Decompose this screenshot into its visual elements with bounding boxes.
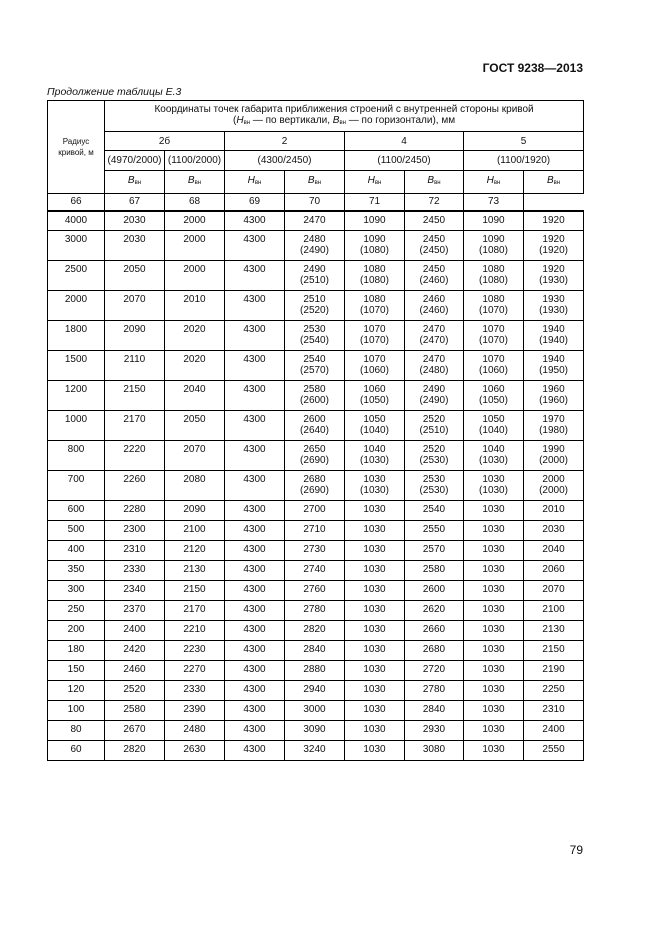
radius-cell: 600 xyxy=(48,501,105,521)
table-header xyxy=(48,101,584,211)
value-cell: 2070 xyxy=(165,441,225,471)
value-cell: 2050 xyxy=(165,411,225,441)
range-point-2: (4300/2450) xyxy=(225,151,345,171)
value-cell: 2210 xyxy=(165,621,225,641)
value-cell: 2030 xyxy=(105,211,165,231)
value-cell: 2000 (2000) xyxy=(524,471,584,501)
header-open-paren: ( xyxy=(232,114,237,126)
range-col-67: (1100/2000) xyxy=(165,151,225,171)
value-cell: 1930 (1930) xyxy=(524,291,584,321)
table-row xyxy=(48,561,584,581)
value-cell: 2260 xyxy=(105,471,165,501)
table-row xyxy=(48,541,584,561)
axis-symbol-col-68 xyxy=(225,171,285,194)
table-row xyxy=(48,721,584,741)
axis-letter: H xyxy=(367,175,375,186)
range-col-66: (4970/2000) xyxy=(105,151,165,171)
value-cell: 2470 xyxy=(285,211,345,231)
value-cell: 2310 xyxy=(524,701,584,721)
value-cell: 4300 xyxy=(225,231,285,261)
table-row xyxy=(48,581,584,601)
value-cell: 1050 (1040) xyxy=(345,411,405,441)
value-cell: 2520 (2530) xyxy=(405,441,464,471)
value-cell: 1920 xyxy=(524,211,584,231)
value-cell: 2390 xyxy=(165,701,225,721)
value-cell: 2110 xyxy=(105,351,165,381)
value-cell: 1030 xyxy=(464,621,524,641)
value-cell: 2270 xyxy=(165,661,225,681)
value-cell: 1940 (1950) xyxy=(524,351,584,381)
value-cell: 4300 xyxy=(225,441,285,471)
value-cell: 2510 (2520) xyxy=(285,291,345,321)
header-h-subscript: вн xyxy=(243,119,251,126)
value-cell: 4300 xyxy=(225,641,285,661)
axis-letter: B xyxy=(187,175,195,186)
radius-cell: 1800 xyxy=(48,321,105,351)
value-cell: 2520 (2510) xyxy=(405,411,464,441)
value-cell: 2730 xyxy=(285,541,345,561)
value-cell: 2930 xyxy=(405,721,464,741)
header-b-symbol: B xyxy=(332,114,340,126)
value-cell: 2400 xyxy=(105,621,165,641)
value-cell: 2470 (2480) xyxy=(405,351,464,381)
radius-cell: 300 xyxy=(48,581,105,601)
value-cell: 2000 xyxy=(165,261,225,291)
range-point-5: (1100/1920) xyxy=(464,151,584,171)
value-cell: 4300 xyxy=(225,601,285,621)
value-cell: 1030 xyxy=(464,601,524,621)
value-cell: 2600 xyxy=(405,581,464,601)
table-caption: Продолжение таблицы Е.3 xyxy=(47,86,182,98)
value-cell: 2880 xyxy=(285,661,345,681)
value-cell: 3080 xyxy=(405,741,464,761)
value-cell: 2370 xyxy=(105,601,165,621)
value-cell: 2050 xyxy=(105,261,165,291)
value-cell: 2820 xyxy=(285,621,345,641)
radius-cell: 120 xyxy=(48,681,105,701)
value-cell: 2010 xyxy=(524,501,584,521)
coordinates-header xyxy=(105,101,584,132)
radius-cell: 80 xyxy=(48,721,105,741)
standard-number: ГОСТ 9238—2013 xyxy=(482,61,583,75)
table-row xyxy=(48,291,584,321)
value-cell: 1030 xyxy=(345,561,405,581)
radius-cell: 1000 xyxy=(48,411,105,441)
header-b-subscript: вн xyxy=(339,119,346,126)
value-cell: 2580 xyxy=(105,701,165,721)
value-cell: 2940 xyxy=(285,681,345,701)
value-cell: 2550 xyxy=(405,521,464,541)
value-cell: 2020 xyxy=(165,351,225,381)
radius-cell: 200 xyxy=(48,621,105,641)
value-cell: 1030 xyxy=(464,741,524,761)
value-cell: 2030 xyxy=(524,521,584,541)
column-number: 68 xyxy=(165,194,225,211)
value-cell: 4300 xyxy=(225,501,285,521)
axis-letter: H xyxy=(486,175,494,186)
axis-subscript: вн xyxy=(553,180,561,186)
value-cell: 2250 xyxy=(524,681,584,701)
value-cell: 1920 (1930) xyxy=(524,261,584,291)
table-row xyxy=(48,231,584,261)
table-row xyxy=(48,441,584,471)
radius-cell: 800 xyxy=(48,441,105,471)
header-horizontal-text: — по горизонтали), мм xyxy=(345,114,456,126)
value-cell: 1030 xyxy=(345,681,405,701)
radius-cell: 350 xyxy=(48,561,105,581)
value-cell: 2220 xyxy=(105,441,165,471)
coordinates-table xyxy=(47,100,584,761)
value-cell: 4300 xyxy=(225,661,285,681)
value-cell: 3090 xyxy=(285,721,345,741)
value-cell: 2280 xyxy=(105,501,165,521)
axis-symbol-col-67 xyxy=(165,171,225,194)
value-cell: 4300 xyxy=(225,411,285,441)
table-row xyxy=(48,621,584,641)
column-number: 67 xyxy=(105,194,165,211)
value-cell: 2460 (2460) xyxy=(405,291,464,321)
radius-cell: 3000 xyxy=(48,231,105,261)
column-number: 73 xyxy=(464,194,524,211)
value-cell: 2540 xyxy=(405,501,464,521)
value-cell: 4300 xyxy=(225,621,285,641)
value-cell: 2470 (2470) xyxy=(405,321,464,351)
radius-cell: 150 xyxy=(48,661,105,681)
value-cell: 2230 xyxy=(165,641,225,661)
value-cell: 1030 xyxy=(345,581,405,601)
value-cell: 2340 xyxy=(105,581,165,601)
axis-letter: B xyxy=(546,175,554,186)
value-cell: 1030 xyxy=(345,661,405,681)
value-cell: 2040 xyxy=(524,541,584,561)
table-row xyxy=(48,521,584,541)
point-4: 4 xyxy=(345,132,464,151)
value-cell: 1990 (2000) xyxy=(524,441,584,471)
value-cell: 1030 xyxy=(464,681,524,701)
table-row xyxy=(48,351,584,381)
value-cell: 1030 (1030) xyxy=(464,471,524,501)
value-cell: 2010 xyxy=(165,291,225,321)
value-cell: 2780 xyxy=(285,601,345,621)
value-cell: 1060 (1050) xyxy=(345,381,405,411)
value-cell: 2170 xyxy=(105,411,165,441)
value-cell: 2630 xyxy=(165,741,225,761)
table-row xyxy=(48,601,584,621)
value-cell: 1070 (1070) xyxy=(345,321,405,351)
axis-symbol-col-66 xyxy=(105,171,165,194)
radius-cell: 400 xyxy=(48,541,105,561)
value-cell: 1030 xyxy=(464,521,524,541)
table-row xyxy=(48,211,584,231)
value-cell: 1030 xyxy=(345,741,405,761)
value-cell: 4300 xyxy=(225,261,285,291)
value-cell: 1080 (1080) xyxy=(464,261,524,291)
value-cell: 1030 xyxy=(464,701,524,721)
value-cell: 2090 xyxy=(105,321,165,351)
value-cell: 2150 xyxy=(524,641,584,661)
value-cell: 1030 xyxy=(345,701,405,721)
value-cell: 4300 xyxy=(225,381,285,411)
value-cell: 2420 xyxy=(105,641,165,661)
value-cell: 4300 xyxy=(225,471,285,501)
value-cell: 2070 xyxy=(524,581,584,601)
value-cell: 1030 xyxy=(464,561,524,581)
value-cell: 2760 xyxy=(285,581,345,601)
value-cell: 2020 xyxy=(165,321,225,351)
axis-letter: B xyxy=(127,175,135,186)
column-number: 70 xyxy=(285,194,345,211)
axis-subscript: вн xyxy=(374,180,382,186)
value-cell: 2300 xyxy=(105,521,165,541)
value-cell: 1070 (1070) xyxy=(464,321,524,351)
radius-cell: 180 xyxy=(48,641,105,661)
axis-symbol-col-70 xyxy=(345,171,405,194)
table-row xyxy=(48,501,584,521)
value-cell: 2000 xyxy=(165,211,225,231)
axis-symbol-col-69 xyxy=(285,171,345,194)
value-cell: 1030 xyxy=(345,501,405,521)
value-cell: 2520 xyxy=(105,681,165,701)
value-cell: 2490 (2490) xyxy=(405,381,464,411)
value-cell: 1030 xyxy=(464,581,524,601)
value-cell: 2570 xyxy=(405,541,464,561)
radius-cell: 100 xyxy=(48,701,105,721)
value-cell: 1920 (1920) xyxy=(524,231,584,261)
header-h-symbol: H xyxy=(236,114,244,126)
value-cell: 2400 xyxy=(524,721,584,741)
value-cell: 1090 xyxy=(345,211,405,231)
value-cell: 2120 xyxy=(165,541,225,561)
value-cell: 4300 xyxy=(225,701,285,721)
value-cell: 2540 (2570) xyxy=(285,351,345,381)
value-cell: 4300 xyxy=(225,581,285,601)
value-cell: 2840 xyxy=(405,701,464,721)
coordinates-header-line1: Координаты точек габарита приближения строений с внутренней стороны кривой xyxy=(154,103,534,115)
range-point-4: (1100/2450) xyxy=(345,151,464,171)
value-cell: 1940 (1940) xyxy=(524,321,584,351)
value-cell: 2040 xyxy=(165,381,225,411)
value-cell: 2710 xyxy=(285,521,345,541)
table-body xyxy=(48,211,584,761)
value-cell: 1030 xyxy=(464,661,524,681)
value-cell: 2600 (2640) xyxy=(285,411,345,441)
value-cell: 2740 xyxy=(285,561,345,581)
value-cell: 2490 (2510) xyxy=(285,261,345,291)
value-cell: 2650 (2690) xyxy=(285,441,345,471)
page-number: 79 xyxy=(569,843,583,857)
value-cell: 2150 xyxy=(105,381,165,411)
axis-subscript: вн xyxy=(254,180,262,186)
table-row xyxy=(48,411,584,441)
axis-letter: B xyxy=(307,175,315,186)
value-cell: 4300 xyxy=(225,211,285,231)
value-cell: 2530 (2530) xyxy=(405,471,464,501)
table-row xyxy=(48,741,584,761)
value-cell: 2820 xyxy=(105,741,165,761)
axis-subscript: вн xyxy=(434,180,441,186)
value-cell: 2150 xyxy=(165,581,225,601)
value-cell: 1030 xyxy=(345,541,405,561)
axis-subscript: вн xyxy=(194,180,202,186)
value-cell: 3240 xyxy=(285,741,345,761)
value-cell: 2670 xyxy=(105,721,165,741)
value-cell: 2580 (2600) xyxy=(285,381,345,411)
value-cell: 2310 xyxy=(105,541,165,561)
value-cell: 1970 (1980) xyxy=(524,411,584,441)
value-cell: 2080 xyxy=(165,471,225,501)
value-cell: 2100 xyxy=(165,521,225,541)
value-cell: 2620 xyxy=(405,601,464,621)
radius-cell: 700 xyxy=(48,471,105,501)
value-cell: 2530 (2540) xyxy=(285,321,345,351)
axis-symbol-col-73 xyxy=(524,171,584,194)
value-cell: 4300 xyxy=(225,541,285,561)
value-cell: 2700 xyxy=(285,501,345,521)
value-cell: 1070 (1060) xyxy=(345,351,405,381)
value-cell: 1030 (1030) xyxy=(345,471,405,501)
value-cell: 2680 (2690) xyxy=(285,471,345,501)
value-cell: 2450 (2460) xyxy=(405,261,464,291)
value-cell: 4300 xyxy=(225,521,285,541)
radius-cell: 1200 xyxy=(48,381,105,411)
value-cell: 2330 xyxy=(165,681,225,701)
value-cell: 1030 xyxy=(345,641,405,661)
column-number: 72 xyxy=(405,194,464,211)
value-cell: 2660 xyxy=(405,621,464,641)
value-cell: 2090 xyxy=(165,501,225,521)
radius-cell: 1500 xyxy=(48,351,105,381)
point-5: 5 xyxy=(464,132,584,151)
table-row xyxy=(48,381,584,411)
value-cell: 2100 xyxy=(524,601,584,621)
value-cell: 2840 xyxy=(285,641,345,661)
axis-letter: H xyxy=(247,175,255,186)
value-cell: 2130 xyxy=(524,621,584,641)
value-cell: 1030 xyxy=(345,621,405,641)
value-cell: 1080 (1070) xyxy=(464,291,524,321)
axis-symbol-col-72 xyxy=(464,171,524,194)
value-cell: 1040 (1030) xyxy=(464,441,524,471)
value-cell: 2190 xyxy=(524,661,584,681)
value-cell: 4300 xyxy=(225,561,285,581)
value-cell: 2000 xyxy=(165,231,225,261)
value-cell: 4300 xyxy=(225,321,285,351)
value-cell: 2720 xyxy=(405,661,464,681)
value-cell: 1040 (1030) xyxy=(345,441,405,471)
value-cell: 2480 xyxy=(165,721,225,741)
value-cell: 1080 (1070) xyxy=(345,291,405,321)
table-row xyxy=(48,681,584,701)
axis-symbol-col-71 xyxy=(405,171,464,194)
value-cell: 3000 xyxy=(285,701,345,721)
value-cell: 1030 xyxy=(345,721,405,741)
radius-cell: 250 xyxy=(48,601,105,621)
table-row xyxy=(48,661,584,681)
point-2b: 2б xyxy=(105,132,225,151)
point-2: 2 xyxy=(225,132,345,151)
table-row xyxy=(48,261,584,291)
column-number: 69 xyxy=(225,194,285,211)
value-cell: 4300 xyxy=(225,681,285,701)
column-number: 66 xyxy=(48,194,105,211)
value-cell: 1960 (1960) xyxy=(524,381,584,411)
value-cell: 4300 xyxy=(225,351,285,381)
column-number: 71 xyxy=(345,194,405,211)
value-cell: 1060 (1050) xyxy=(464,381,524,411)
radius-header: Радиус кривой, м xyxy=(48,101,105,194)
value-cell: 2480 (2490) xyxy=(285,231,345,261)
radius-cell: 60 xyxy=(48,741,105,761)
value-cell: 2170 xyxy=(165,601,225,621)
value-cell: 2030 xyxy=(105,231,165,261)
value-cell: 2450 (2450) xyxy=(405,231,464,261)
value-cell: 2780 xyxy=(405,681,464,701)
value-cell: 4300 xyxy=(225,741,285,761)
value-cell: 1090 xyxy=(464,211,524,231)
value-cell: 2550 xyxy=(524,741,584,761)
radius-cell: 500 xyxy=(48,521,105,541)
value-cell: 1030 xyxy=(464,501,524,521)
value-cell: 1030 xyxy=(345,521,405,541)
value-cell: 2460 xyxy=(105,661,165,681)
value-cell: 2070 xyxy=(105,291,165,321)
axis-subscript: вн xyxy=(134,180,142,186)
value-cell: 2680 xyxy=(405,641,464,661)
value-cell: 4300 xyxy=(225,291,285,321)
radius-cell: 4000 xyxy=(48,211,105,231)
value-cell: 2130 xyxy=(165,561,225,581)
value-cell: 1090 (1080) xyxy=(345,231,405,261)
axis-letter: B xyxy=(427,175,435,186)
table-row xyxy=(48,321,584,351)
radius-cell: 2500 xyxy=(48,261,105,291)
value-cell: 2060 xyxy=(524,561,584,581)
table-row xyxy=(48,471,584,501)
value-cell: 2580 xyxy=(405,561,464,581)
table-row xyxy=(48,641,584,661)
axis-subscript: вн xyxy=(493,180,501,186)
value-cell: 1070 (1060) xyxy=(464,351,524,381)
value-cell: 1030 xyxy=(345,601,405,621)
value-cell: 2330 xyxy=(105,561,165,581)
value-cell: 2450 xyxy=(405,211,464,231)
radius-cell: 2000 xyxy=(48,291,105,321)
axis-subscript: вн xyxy=(314,180,322,186)
value-cell: 1030 xyxy=(464,541,524,561)
table-row xyxy=(48,701,584,721)
value-cell: 1080 (1080) xyxy=(345,261,405,291)
value-cell: 1090 (1080) xyxy=(464,231,524,261)
value-cell: 1050 (1040) xyxy=(464,411,524,441)
value-cell: 4300 xyxy=(225,721,285,741)
header-vertical-text: — по вертикали, xyxy=(250,114,333,126)
value-cell: 1030 xyxy=(464,641,524,661)
value-cell: 1030 xyxy=(464,721,524,741)
